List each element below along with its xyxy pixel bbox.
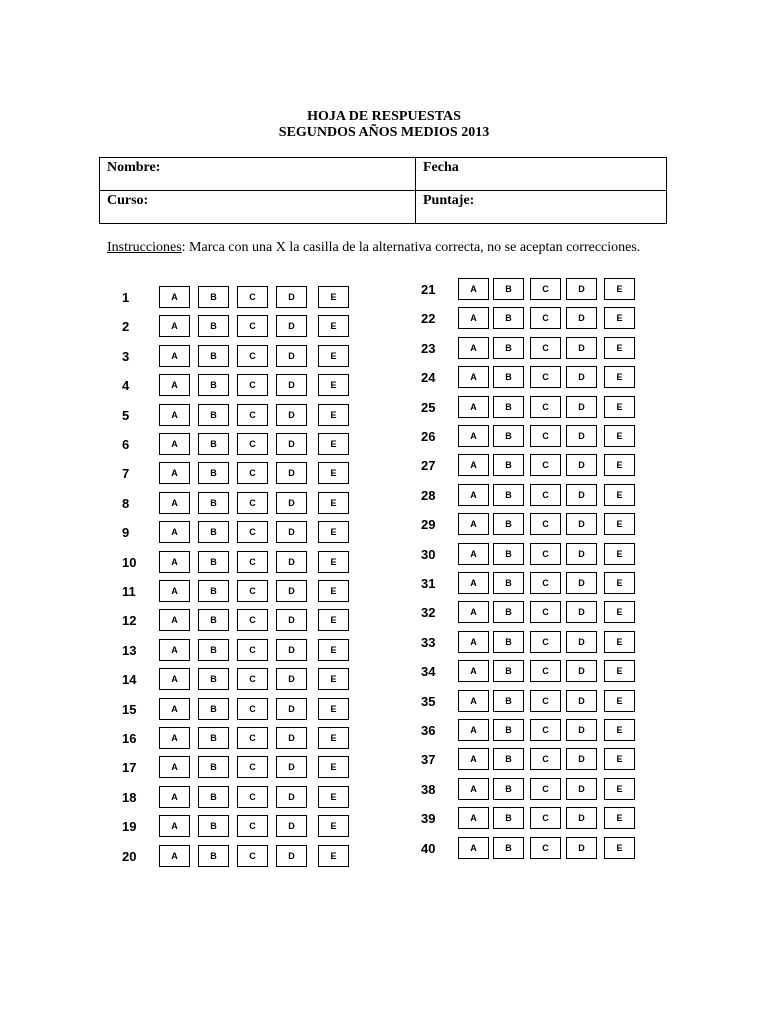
answer-option-d[interactable]: D <box>276 315 307 337</box>
answer-option-a[interactable]: A <box>159 286 190 308</box>
question-number: 25 <box>421 400 436 415</box>
answer-option-d[interactable]: D <box>566 454 597 476</box>
answer-option-c[interactable]: C <box>530 601 561 623</box>
answer-option-d[interactable]: D <box>276 756 307 778</box>
answer-option-d[interactable]: D <box>566 337 597 359</box>
answer-option-d[interactable]: D <box>276 580 307 602</box>
answer-option-d[interactable]: D <box>276 345 307 367</box>
answer-option-a[interactable]: A <box>458 337 489 359</box>
answer-option-e[interactable]: E <box>318 756 349 778</box>
question-number: 17 <box>122 760 137 775</box>
answer-option-a[interactable]: A <box>458 425 489 447</box>
answer-option-c[interactable]: C <box>530 748 561 770</box>
answer-option-c[interactable]: C <box>237 580 268 602</box>
answer-option-d[interactable]: D <box>566 543 597 565</box>
fecha-field[interactable]: Fecha <box>416 158 667 191</box>
question-row <box>0 601 768 625</box>
answer-option-d[interactable]: D <box>566 425 597 447</box>
answer-option-b[interactable]: B <box>493 690 524 712</box>
answer-option-b[interactable]: B <box>198 580 229 602</box>
answer-option-e[interactable]: E <box>318 286 349 308</box>
question-number: 2 <box>122 319 130 334</box>
answer-option-e[interactable]: E <box>604 425 635 447</box>
answer-option-b[interactable]: B <box>493 807 524 829</box>
answer-option-e[interactable]: E <box>318 404 349 426</box>
question-number: 23 <box>421 341 436 356</box>
answer-option-c[interactable]: C <box>530 425 561 447</box>
question-row <box>0 837 768 861</box>
answer-option-e[interactable]: E <box>318 551 349 573</box>
question-number: 29 <box>421 517 436 532</box>
question-number: 34 <box>421 664 436 679</box>
answer-option-d[interactable]: D <box>566 631 597 653</box>
answer-option-b[interactable]: B <box>198 639 229 661</box>
answer-option-c[interactable]: C <box>237 609 268 631</box>
answer-option-d[interactable]: D <box>566 601 597 623</box>
answer-option-c[interactable]: C <box>237 492 268 514</box>
answer-option-b[interactable]: B <box>198 433 229 455</box>
answer-option-a[interactable]: A <box>159 374 190 396</box>
answer-option-b[interactable]: B <box>198 521 229 543</box>
answer-option-c[interactable]: C <box>237 698 268 720</box>
answer-option-b[interactable]: B <box>493 631 524 653</box>
answer-option-c[interactable]: C <box>237 404 268 426</box>
answer-option-c[interactable]: C <box>530 396 561 418</box>
question-row <box>0 543 768 567</box>
answer-option-b[interactable]: B <box>493 572 524 594</box>
answer-option-c[interactable]: C <box>530 778 561 800</box>
answer-option-d[interactable]: D <box>566 807 597 829</box>
answer-option-d[interactable]: D <box>276 727 307 749</box>
answer-option-e[interactable]: E <box>604 660 635 682</box>
answer-option-c[interactable]: C <box>237 639 268 661</box>
question-number: 35 <box>421 694 436 709</box>
answer-option-a[interactable]: A <box>458 660 489 682</box>
answer-option-d[interactable]: D <box>276 404 307 426</box>
question-number: 5 <box>122 408 130 423</box>
instructions-label: Instrucciones <box>107 240 182 255</box>
answer-option-e[interactable]: E <box>604 454 635 476</box>
answer-option-c[interactable]: C <box>237 521 268 543</box>
question-number: 30 <box>421 547 436 562</box>
answer-option-b[interactable]: B <box>493 543 524 565</box>
answer-option-a[interactable]: A <box>458 454 489 476</box>
curso-field[interactable]: Curso: <box>100 191 416 224</box>
answer-option-a[interactable]: A <box>159 845 190 867</box>
answer-option-a[interactable]: A <box>159 462 190 484</box>
question-number: 26 <box>421 429 436 444</box>
sheet-title: HOJA DE RESPUESTAS <box>307 109 461 124</box>
answer-option-a[interactable]: A <box>458 543 489 565</box>
answer-option-b[interactable]: B <box>493 748 524 770</box>
question-number: 33 <box>421 635 436 650</box>
answer-option-b[interactable]: B <box>493 307 524 329</box>
answer-option-c[interactable]: C <box>237 286 268 308</box>
question-number: 38 <box>421 782 436 797</box>
answer-option-e[interactable]: E <box>604 484 635 506</box>
answer-option-d[interactable]: D <box>276 698 307 720</box>
answer-option-b[interactable]: B <box>198 815 229 837</box>
answer-option-b[interactable]: B <box>198 492 229 514</box>
answer-option-b[interactable]: B <box>493 337 524 359</box>
answer-option-c[interactable]: C <box>530 807 561 829</box>
answer-option-a[interactable]: A <box>458 690 489 712</box>
question-number: 3 <box>122 349 130 364</box>
question-number: 10 <box>122 555 137 570</box>
answer-option-b[interactable]: B <box>198 462 229 484</box>
answer-option-d[interactable]: D <box>276 815 307 837</box>
answer-option-a[interactable]: A <box>458 748 489 770</box>
answer-option-e[interactable]: E <box>604 719 635 741</box>
answer-option-b[interactable]: B <box>198 609 229 631</box>
question-number: 4 <box>122 378 130 393</box>
answer-option-e[interactable]: E <box>318 345 349 367</box>
answer-option-d[interactable]: D <box>566 690 597 712</box>
question-row <box>0 307 768 331</box>
answer-option-c[interactable]: C <box>237 433 268 455</box>
question-row <box>0 807 768 831</box>
answer-option-c[interactable]: C <box>237 786 268 808</box>
answer-option-d[interactable]: D <box>566 837 597 859</box>
answer-option-c[interactable]: C <box>237 374 268 396</box>
answer-option-b[interactable]: B <box>198 551 229 573</box>
question-row <box>0 366 768 390</box>
answer-option-c[interactable]: C <box>530 278 561 300</box>
answer-option-a[interactable]: A <box>159 786 190 808</box>
answer-option-d[interactable]: D <box>276 462 307 484</box>
answer-option-c[interactable]: C <box>530 543 561 565</box>
answer-option-b[interactable]: B <box>198 786 229 808</box>
question-number: 24 <box>421 370 436 385</box>
answer-option-a[interactable]: A <box>159 345 190 367</box>
answer-option-e[interactable]: E <box>318 462 349 484</box>
question-number: 12 <box>122 613 137 628</box>
question-row <box>0 778 768 802</box>
answer-option-a[interactable]: A <box>159 315 190 337</box>
answer-option-a[interactable]: A <box>458 278 489 300</box>
question-row <box>0 631 768 655</box>
answer-option-e[interactable]: E <box>604 278 635 300</box>
answer-option-b[interactable]: B <box>493 513 524 535</box>
answer-option-e[interactable]: E <box>318 668 349 690</box>
question-number: 22 <box>421 311 436 326</box>
answer-option-d[interactable]: D <box>276 609 307 631</box>
question-number: 6 <box>122 437 130 452</box>
answer-option-d[interactable]: D <box>566 778 597 800</box>
answer-option-e[interactable]: E <box>318 639 349 661</box>
question-number: 31 <box>421 576 436 591</box>
answer-option-e[interactable]: E <box>604 778 635 800</box>
answer-option-a[interactable]: A <box>159 492 190 514</box>
answer-option-c[interactable]: C <box>237 756 268 778</box>
question-row <box>0 396 768 420</box>
answer-option-a[interactable]: A <box>159 756 190 778</box>
answer-option-e[interactable]: E <box>318 815 349 837</box>
answer-option-b[interactable]: B <box>198 727 229 749</box>
answer-option-e[interactable]: E <box>318 727 349 749</box>
answer-option-a[interactable]: A <box>159 404 190 426</box>
answer-option-a[interactable]: A <box>458 837 489 859</box>
question-row <box>0 690 768 714</box>
question-row <box>0 278 768 302</box>
nombre-field[interactable]: Nombre: <box>100 158 416 191</box>
answer-option-c[interactable]: C <box>530 454 561 476</box>
answer-option-a[interactable]: A <box>458 396 489 418</box>
answer-option-b[interactable]: B <box>493 778 524 800</box>
answer-option-a[interactable]: A <box>159 815 190 837</box>
answer-option-b[interactable]: B <box>493 454 524 476</box>
answer-option-c[interactable]: C <box>237 727 268 749</box>
answer-option-e[interactable]: E <box>604 631 635 653</box>
answer-option-c[interactable]: C <box>237 668 268 690</box>
answer-option-c[interactable]: C <box>530 572 561 594</box>
question-number: 21 <box>421 282 436 297</box>
answer-option-e[interactable]: E <box>604 513 635 535</box>
question-row <box>0 454 768 478</box>
answer-option-e[interactable]: E <box>604 366 635 388</box>
instructions-text: : Marca con una X la casilla de la alternativa correcta, no se aceptan correcciones. <box>181 240 641 255</box>
answer-option-e[interactable]: E <box>604 748 635 770</box>
answer-option-b[interactable]: B <box>493 484 524 506</box>
answer-option-e[interactable]: E <box>604 337 635 359</box>
answer-option-e[interactable]: E <box>604 307 635 329</box>
answer-option-d[interactable]: D <box>566 396 597 418</box>
answer-option-e[interactable]: E <box>318 580 349 602</box>
answer-option-d[interactable]: D <box>566 748 597 770</box>
answer-option-d[interactable]: D <box>566 307 597 329</box>
answer-option-c[interactable]: C <box>530 719 561 741</box>
answer-option-c[interactable]: C <box>237 315 268 337</box>
question-number: 27 <box>421 458 436 473</box>
answer-option-d[interactable]: D <box>276 521 307 543</box>
answer-option-a[interactable]: A <box>159 639 190 661</box>
answer-option-b[interactable]: B <box>493 396 524 418</box>
answer-option-d[interactable]: D <box>276 433 307 455</box>
question-row <box>0 572 768 596</box>
answer-option-a[interactable]: A <box>458 807 489 829</box>
answer-option-d[interactable]: D <box>276 551 307 573</box>
instructions <box>107 240 640 256</box>
answer-option-a[interactable]: A <box>159 551 190 573</box>
question-number: 40 <box>421 841 436 856</box>
question-row <box>0 484 768 508</box>
answer-option-d[interactable]: D <box>566 366 597 388</box>
answer-option-a[interactable]: A <box>458 484 489 506</box>
answer-option-c[interactable]: C <box>237 845 268 867</box>
answer-option-e[interactable]: E <box>318 786 349 808</box>
answer-option-e[interactable]: E <box>318 374 349 396</box>
answer-option-d[interactable]: D <box>276 492 307 514</box>
answer-option-c[interactable]: C <box>530 837 561 859</box>
answer-option-c[interactable]: C <box>530 513 561 535</box>
answer-option-a[interactable]: A <box>458 601 489 623</box>
answer-option-a[interactable]: A <box>458 631 489 653</box>
answer-option-c[interactable]: C <box>530 366 561 388</box>
answer-option-d[interactable]: D <box>276 286 307 308</box>
answer-option-e[interactable]: E <box>604 543 635 565</box>
answer-option-b[interactable]: B <box>198 845 229 867</box>
question-number: 8 <box>122 496 130 511</box>
question-number: 39 <box>421 811 436 826</box>
answer-option-a[interactable]: A <box>159 609 190 631</box>
answer-option-a[interactable]: A <box>159 521 190 543</box>
answer-option-d[interactable]: D <box>566 278 597 300</box>
question-row <box>0 748 768 772</box>
answer-option-b[interactable]: B <box>198 286 229 308</box>
answer-option-e[interactable]: E <box>604 396 635 418</box>
answer-option-e[interactable]: E <box>604 690 635 712</box>
question-number: 32 <box>421 605 436 620</box>
answer-option-d[interactable]: D <box>566 719 597 741</box>
answer-option-e[interactable]: E <box>318 845 349 867</box>
answer-option-a[interactable]: A <box>458 307 489 329</box>
question-number: 1 <box>122 290 130 305</box>
question-number: 7 <box>122 466 130 481</box>
answer-option-e[interactable]: E <box>318 492 349 514</box>
answer-option-b[interactable]: B <box>493 660 524 682</box>
answer-option-c[interactable]: C <box>237 551 268 573</box>
question-number: 36 <box>421 723 436 738</box>
answer-option-a[interactable]: A <box>159 698 190 720</box>
answer-option-a[interactable]: A <box>458 778 489 800</box>
answer-option-a[interactable]: A <box>458 719 489 741</box>
question-number: 37 <box>421 752 436 767</box>
question-number: 13 <box>122 643 137 658</box>
answer-option-e[interactable]: E <box>318 609 349 631</box>
answer-option-b[interactable]: B <box>493 837 524 859</box>
answer-option-d[interactable]: D <box>276 668 307 690</box>
question-row <box>0 719 768 743</box>
answer-option-c[interactable]: C <box>530 660 561 682</box>
answer-option-b[interactable]: B <box>198 345 229 367</box>
answer-option-c[interactable]: C <box>530 337 561 359</box>
answer-option-c[interactable]: C <box>530 631 561 653</box>
answer-option-e[interactable]: E <box>318 433 349 455</box>
answer-option-e[interactable]: E <box>604 837 635 859</box>
question-number: 11 <box>122 584 136 599</box>
answer-option-b[interactable]: B <box>493 719 524 741</box>
answer-option-a[interactable]: A <box>159 433 190 455</box>
question-number: 19 <box>122 819 137 834</box>
question-number: 14 <box>122 672 137 687</box>
question-row <box>0 337 768 361</box>
answer-option-d[interactable]: D <box>276 374 307 396</box>
answer-option-d[interactable]: D <box>566 572 597 594</box>
answer-option-b[interactable]: B <box>198 404 229 426</box>
question-number: 18 <box>122 790 137 805</box>
answer-option-d[interactable]: D <box>276 845 307 867</box>
answer-option-a[interactable]: A <box>159 580 190 602</box>
answer-option-a[interactable]: A <box>458 366 489 388</box>
answer-option-c[interactable]: C <box>530 690 561 712</box>
answer-option-a[interactable]: A <box>159 727 190 749</box>
answer-option-e[interactable]: E <box>318 521 349 543</box>
answer-option-b[interactable]: B <box>493 366 524 388</box>
answer-option-d[interactable]: D <box>276 639 307 661</box>
answer-option-e[interactable]: E <box>604 807 635 829</box>
sheet-subtitle: SEGUNDOS AÑOS MEDIOS 2013 <box>278 125 490 140</box>
answer-option-a[interactable]: A <box>458 572 489 594</box>
answer-option-d[interactable]: D <box>566 513 597 535</box>
answer-option-c[interactable]: C <box>237 815 268 837</box>
answer-option-e[interactable]: E <box>604 572 635 594</box>
answer-option-c[interactable]: C <box>530 307 561 329</box>
answer-option-b[interactable]: B <box>493 601 524 623</box>
answer-option-e[interactable]: E <box>318 315 349 337</box>
question-number: 20 <box>122 849 137 864</box>
answer-option-c[interactable]: C <box>237 345 268 367</box>
answer-option-b[interactable]: B <box>198 698 229 720</box>
answer-option-b[interactable]: B <box>493 425 524 447</box>
answer-option-b[interactable]: B <box>198 668 229 690</box>
question-number: 9 <box>122 525 130 540</box>
answer-option-c[interactable]: C <box>530 484 561 506</box>
answer-option-b[interactable]: B <box>198 315 229 337</box>
question-row <box>0 660 768 684</box>
answer-option-d[interactable]: D <box>566 660 597 682</box>
question-row <box>0 425 768 449</box>
answer-option-d[interactable]: D <box>276 786 307 808</box>
answer-option-c[interactable]: C <box>237 462 268 484</box>
puntaje-field[interactable]: Puntaje: <box>416 191 667 224</box>
question-number: 16 <box>122 731 137 746</box>
student-info-table <box>99 157 667 224</box>
question-number: 15 <box>122 702 137 717</box>
answer-option-b[interactable]: B <box>198 374 229 396</box>
answer-option-a[interactable]: A <box>458 513 489 535</box>
answer-option-d[interactable]: D <box>566 484 597 506</box>
answer-option-b[interactable]: B <box>198 756 229 778</box>
answer-option-e[interactable]: E <box>604 601 635 623</box>
question-row <box>0 513 768 537</box>
answer-option-b[interactable]: B <box>493 278 524 300</box>
question-number: 28 <box>421 488 436 503</box>
answer-option-a[interactable]: A <box>159 668 190 690</box>
answer-option-e[interactable]: E <box>318 698 349 720</box>
